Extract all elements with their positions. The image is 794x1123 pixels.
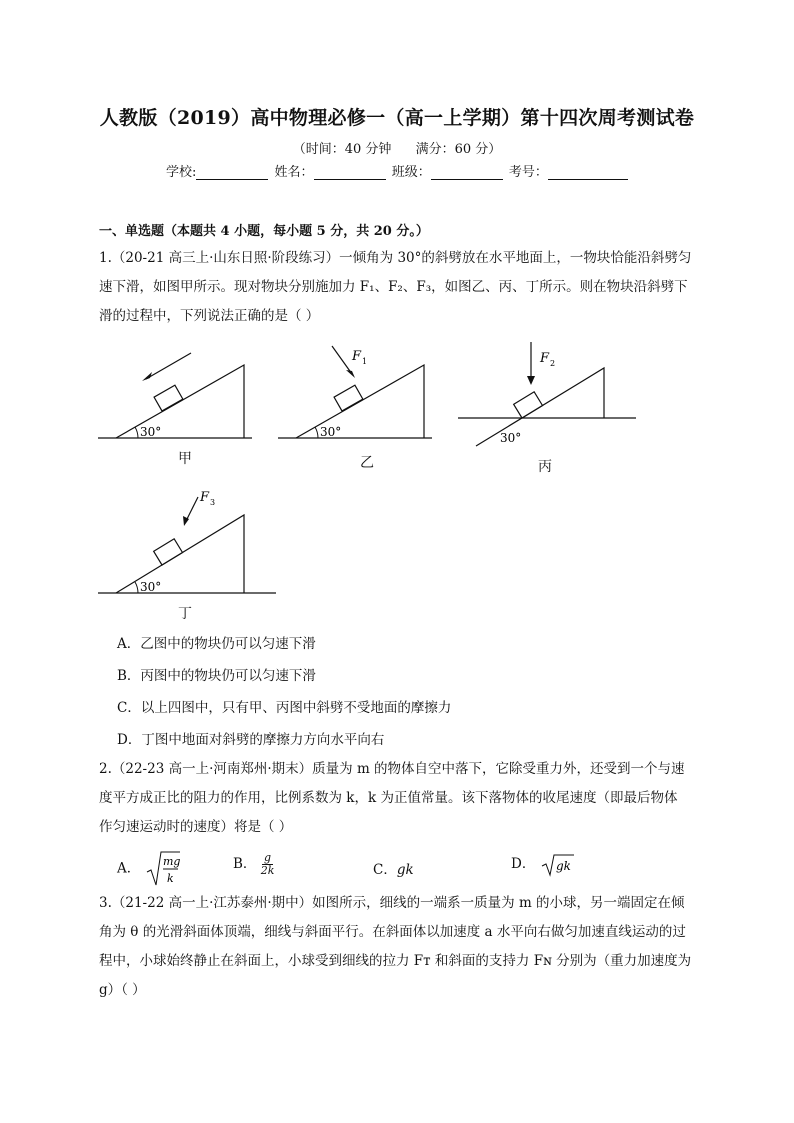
class-label: 班级： xyxy=(391,165,431,180)
q2-option-c[interactable] xyxy=(373,858,414,878)
class-field[interactable] xyxy=(431,166,503,180)
score-label: 满分：60 分） xyxy=(415,142,502,157)
q2-option-d[interactable] xyxy=(511,852,576,877)
caption-yi: 乙 xyxy=(360,455,374,471)
page-title: 人教版（2019）高中物理必修一（高一上学期）第十四次周考测试卷 xyxy=(99,107,695,129)
angle-label-yi: 30° xyxy=(320,425,342,439)
name-label: 姓名： xyxy=(274,165,314,180)
f1-subscript: 1 xyxy=(362,357,368,366)
q1-option-d[interactable]: D．丁图中地面对斜劈的摩擦力方向水平向右 xyxy=(117,732,385,748)
q2-c-value: gk xyxy=(396,862,414,878)
angle-label-ding: 30° xyxy=(140,580,162,594)
student-info-line xyxy=(166,161,630,180)
q2-option-a[interactable] xyxy=(117,850,181,888)
exam-number-label: 考号： xyxy=(508,165,548,180)
caption-ding: 丁 xyxy=(178,606,192,622)
q2-b-denominator: 2k xyxy=(260,864,275,877)
caption-bing: 丙 xyxy=(538,459,552,475)
q3-line-4: g）（ ） xyxy=(99,982,146,998)
q1-line-3: 滑的过程中，下列说法正确的是（ ） xyxy=(99,308,320,324)
q2-b-fraction xyxy=(261,852,275,877)
question-1 xyxy=(99,244,709,331)
q2-option-a-label: A． xyxy=(117,860,141,877)
q2-a-denominator: k xyxy=(166,872,174,885)
name-field[interactable] xyxy=(314,166,386,180)
f3-subscript: 3 xyxy=(210,498,216,507)
figure-jia xyxy=(96,345,256,445)
question-2 xyxy=(99,755,709,842)
q2-option-c-label: C． xyxy=(373,862,397,878)
q2-b-numerator: g xyxy=(264,851,272,864)
q2-a-numerator: mg xyxy=(162,855,181,868)
q2-d-value: gk xyxy=(555,858,571,873)
q3-line-2: 角为 θ 的光滑斜面体顶端，细线与斜面平行。在斜面体以加速度 a 水平向右做匀加速直线运动的过 xyxy=(99,924,686,940)
f2-label: F xyxy=(540,351,550,366)
angle-label-bing: 30° xyxy=(500,431,522,445)
q1-line-2: 速下滑，如图甲所示。现对物块分别施加力 F₁、F₂、F₃，如图乙、丙、丁所示。则在物块沿斜劈下 xyxy=(99,279,688,295)
q1-option-a[interactable]: A．乙图中的物块仍可以匀速下滑 xyxy=(117,636,316,652)
caption-jia: 甲 xyxy=(178,451,192,467)
f3-label: F xyxy=(200,490,210,505)
sqrt-symbol-icon xyxy=(540,853,576,877)
school-field[interactable] xyxy=(196,166,268,180)
q1-option-b[interactable]: B．丙图中的物块仍可以匀速下滑 xyxy=(117,668,316,684)
time-label: （时间：40 分钟 xyxy=(292,142,392,157)
f2-subscript: 2 xyxy=(550,359,556,368)
q1-option-c[interactable]: C．以上四图中，只有甲、丙图中斜劈不受地面的摩擦力 xyxy=(117,700,452,716)
section-title: 一、单选题（本题共 4 小题，每小题 5 分，共 20 分。） xyxy=(99,224,429,239)
exam-time-score xyxy=(0,138,794,157)
q2-line-3: 作匀速运动时的速度）将是（ ） xyxy=(99,819,293,835)
q2-line-1: 2.（22-23 高一上·河南郑州·期末）质量为 m 的物体自空中落下，它除受重力外，还受到一个与速 xyxy=(99,761,685,777)
angle-label-jia: 30° xyxy=(140,425,162,439)
q3-line-1: 3.（21-22 高一上·江苏泰州·期中）如图所示，细线的一端系一质量为 m 的小球，另一端固定在倾 xyxy=(99,895,685,911)
figure-ding xyxy=(96,485,280,597)
sqrt-symbol-icon xyxy=(145,850,181,888)
f1-label: F xyxy=(352,349,362,364)
q1-line-1: 1.（20-21 高三上·山东日照·阶段练习）一倾角为 30°的斜劈放在水平地面上，一物块恰能沿斜劈匀 xyxy=(99,250,692,266)
question-3 xyxy=(99,889,709,1005)
figure-yi xyxy=(276,340,436,445)
figure-bing xyxy=(456,338,640,448)
exam-number-field[interactable] xyxy=(548,166,628,180)
school-label: 学校: xyxy=(166,165,197,180)
q2-option-d-label: D． xyxy=(511,856,536,872)
q2-option-b[interactable] xyxy=(233,852,274,877)
q3-line-3: 程中，小球始终静止在斜面上，小球受到细线的拉力 Fт 和斜面的支持力 Fɴ 分别为（重力加速度为 xyxy=(99,953,692,969)
q2-option-b-label: B． xyxy=(233,856,257,872)
q2-line-2: 度平方成正比的阻力的作用，比例系数为 k，k 为正值常量。该下落物体的收尾速度（即最后物体 xyxy=(99,790,678,806)
